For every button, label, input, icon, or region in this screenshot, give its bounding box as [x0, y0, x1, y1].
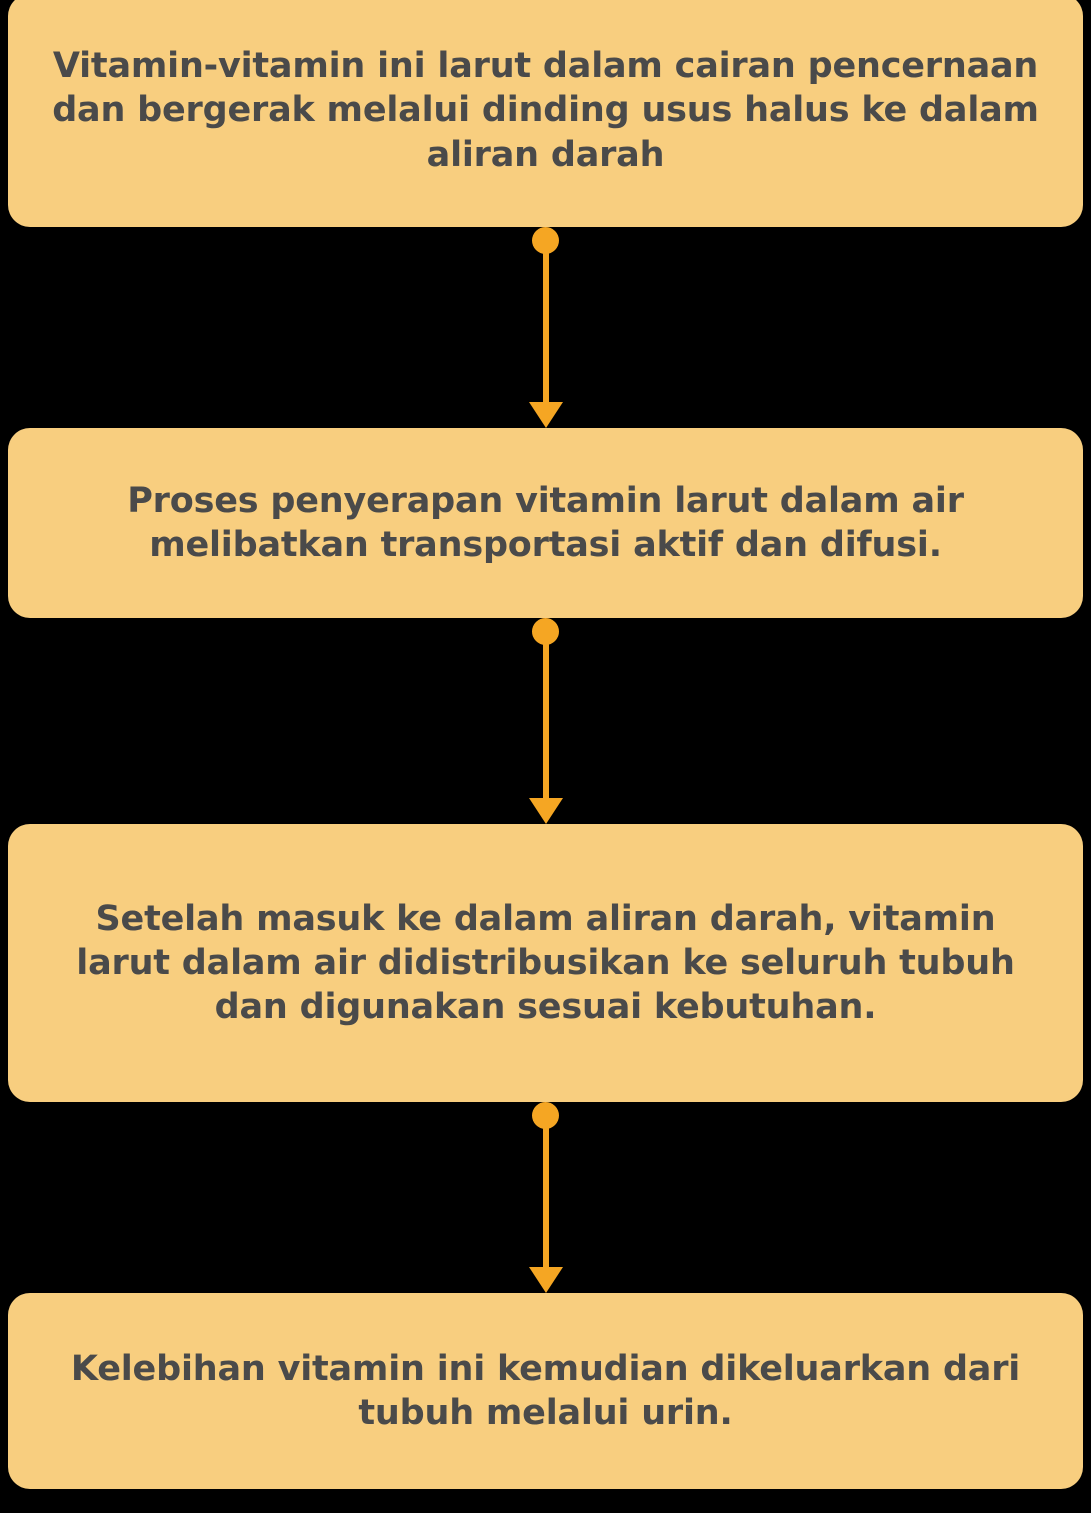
down-arrow-icon: [529, 1267, 563, 1293]
down-arrow-icon: [529, 798, 563, 824]
connector-line: [543, 643, 549, 799]
flow-node-4: [8, 1293, 1083, 1489]
connector-line: [543, 252, 549, 403]
flow-node-1-text: Vitamin-vitamin ini larut dalam cairan pencernaan dan bergerak melalui dinding usus halus ke dalam aliran darah: [52, 46, 1039, 175]
flow-node-3: [8, 824, 1083, 1102]
flow-connector-2: [516, 618, 576, 824]
connector-dot-icon: [532, 1102, 559, 1129]
connector-dot-icon: [532, 618, 559, 645]
flow-node-4-text: Kelebihan vitamin ini kemudian dikeluarkan dari tubuh melalui urin.: [70, 1348, 1021, 1433]
flow-node-2-text: Proses penyerapan vitamin larut dalam air melibatkan transportasi aktif dan difusi.: [127, 480, 964, 565]
flow-node-1: [8, 0, 1083, 227]
flow-node-2: [8, 428, 1083, 618]
connector-dot-icon: [532, 227, 559, 254]
flow-node-3-text: Setelah masuk ke dalam aliran darah, vitamin larut dalam air didistribusikan ke seluruh tubuh dan digunakan sesuai kebutuhan.: [76, 898, 1015, 1028]
flow-connector-1: [516, 227, 576, 428]
flow-connector-3: [516, 1102, 576, 1293]
connector-line: [543, 1127, 549, 1268]
down-arrow-icon: [529, 402, 563, 428]
